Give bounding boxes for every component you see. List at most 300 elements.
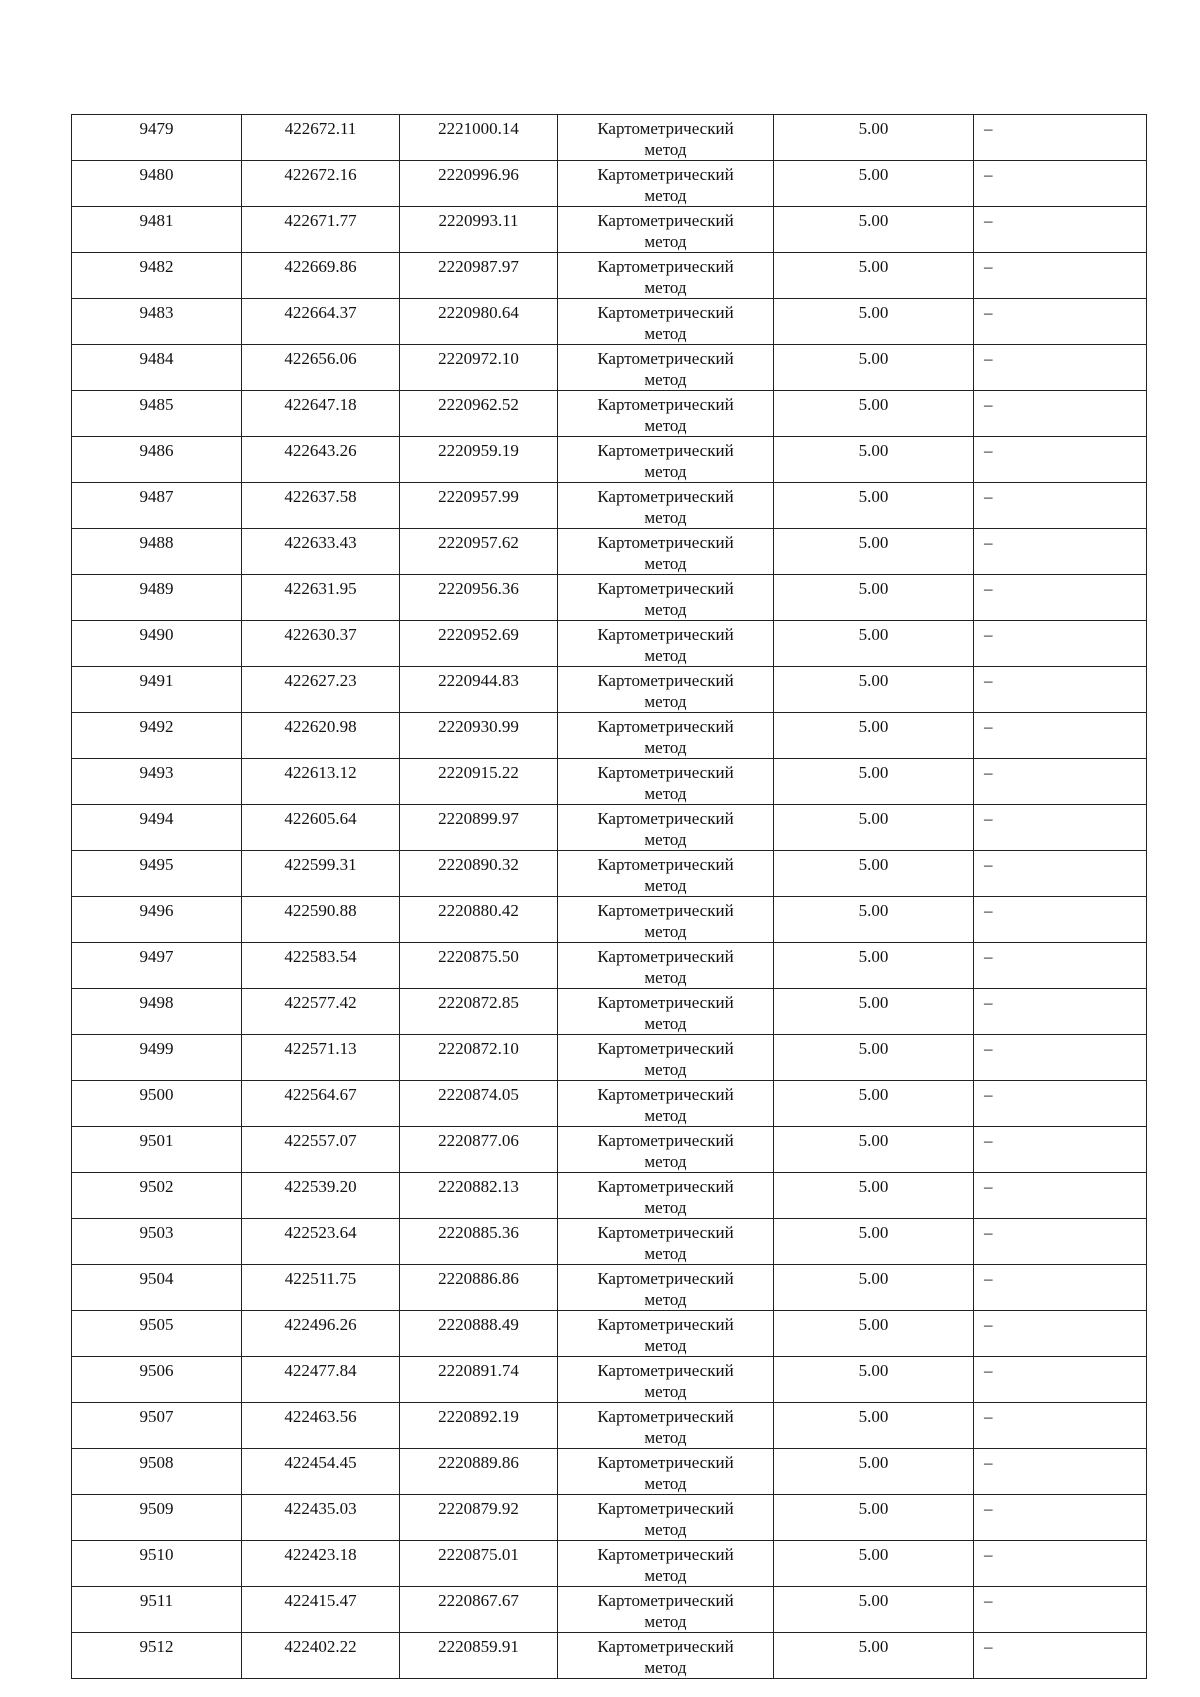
method-line-1: Картометрический [597,1407,734,1426]
point-number-cell: 9482 [72,253,242,299]
accuracy-cell: 5.00 [774,1081,974,1127]
note-cell: – [974,1403,1147,1449]
method-line-1: Картометрический [597,579,734,598]
method-line-1: Картометрический [597,1085,734,1104]
x-coordinate-cell: 422599.31 [242,851,400,897]
y-coordinate-cell: 2220888.49 [400,1311,558,1357]
table-row [72,1633,1147,1679]
accuracy-cell: 5.00 [774,1495,974,1541]
method-cell [558,299,774,345]
point-number-cell: 9496 [72,897,242,943]
x-coordinate-cell: 422523.64 [242,1219,400,1265]
point-number-cell: 9495 [72,851,242,897]
point-number-cell: 9505 [72,1311,242,1357]
note-cell: – [974,805,1147,851]
y-coordinate-cell: 2220859.91 [400,1633,558,1679]
method-cell [558,1449,774,1495]
method-line-2: метод [644,278,687,297]
table-row [72,1449,1147,1495]
point-number-cell: 9491 [72,667,242,713]
method-line-1: Картометрический [597,349,734,368]
accuracy-cell: 5.00 [774,989,974,1035]
accuracy-cell: 5.00 [774,161,974,207]
method-line-1: Картометрический [597,901,734,920]
x-coordinate-cell: 422496.26 [242,1311,400,1357]
method-line-1: Картометрический [597,717,734,736]
point-number-cell: 9484 [72,345,242,391]
y-coordinate-cell: 2220980.64 [400,299,558,345]
method-line-2: метод [644,1566,687,1585]
coordinates-table-body [72,115,1147,1679]
note-cell: – [974,1265,1147,1311]
point-number-cell: 9502 [72,1173,242,1219]
accuracy-cell: 5.00 [774,1357,974,1403]
y-coordinate-cell: 2220880.42 [400,897,558,943]
method-cell [558,161,774,207]
table-row [72,161,1147,207]
table-row [72,529,1147,575]
method-cell [558,1173,774,1219]
x-coordinate-cell: 422671.77 [242,207,400,253]
y-coordinate-cell: 2220959.19 [400,437,558,483]
point-number-cell: 9480 [72,161,242,207]
point-number-cell: 9501 [72,1127,242,1173]
y-coordinate-cell: 2220879.92 [400,1495,558,1541]
table-row [72,1311,1147,1357]
method-line-2: метод [644,1336,687,1355]
method-line-2: метод [644,370,687,389]
point-number-cell: 9492 [72,713,242,759]
note-cell: – [974,1173,1147,1219]
accuracy-cell: 5.00 [774,345,974,391]
table-row [72,713,1147,759]
method-cell [558,851,774,897]
method-cell [558,1587,774,1633]
table-row [72,1357,1147,1403]
x-coordinate-cell: 422423.18 [242,1541,400,1587]
note-cell: – [974,1449,1147,1495]
table-row [72,1219,1147,1265]
accuracy-cell: 5.00 [774,1173,974,1219]
method-cell [558,391,774,437]
method-line-2: метод [644,232,687,251]
method-cell [558,529,774,575]
method-line-1: Картометрический [597,1223,734,1242]
note-cell: – [974,1035,1147,1081]
method-line-1: Картометрический [597,395,734,414]
method-cell [558,621,774,667]
method-line-2: метод [644,324,687,343]
method-cell [558,1311,774,1357]
method-line-2: метод [644,1290,687,1309]
method-line-1: Картометрический [597,487,734,506]
accuracy-cell: 5.00 [774,575,974,621]
method-line-2: метод [644,646,687,665]
method-line-1: Картометрический [597,1361,734,1380]
x-coordinate-cell: 422620.98 [242,713,400,759]
x-coordinate-cell: 422590.88 [242,897,400,943]
accuracy-cell: 5.00 [774,1587,974,1633]
method-line-2: метод [644,1106,687,1125]
y-coordinate-cell: 2220875.50 [400,943,558,989]
method-line-1: Картометрический [597,1315,734,1334]
x-coordinate-cell: 422583.54 [242,943,400,989]
y-coordinate-cell: 2220892.19 [400,1403,558,1449]
method-line-1: Картометрический [597,1453,734,1472]
table-row [72,1127,1147,1173]
method-cell [558,207,774,253]
method-cell [558,575,774,621]
method-line-2: метод [644,1428,687,1447]
point-number-cell: 9498 [72,989,242,1035]
note-cell: – [974,483,1147,529]
y-coordinate-cell: 2220872.10 [400,1035,558,1081]
method-cell [558,1081,774,1127]
method-line-1: Картометрический [597,1039,734,1058]
method-line-1: Картометрический [597,441,734,460]
method-cell [558,805,774,851]
method-line-2: метод [644,830,687,849]
table-row [72,1081,1147,1127]
point-number-cell: 9493 [72,759,242,805]
method-line-2: метод [644,416,687,435]
note-cell: – [974,1633,1147,1679]
note-cell: – [974,575,1147,621]
point-number-cell: 9504 [72,1265,242,1311]
x-coordinate-cell: 422664.37 [242,299,400,345]
point-number-cell: 9511 [72,1587,242,1633]
x-coordinate-cell: 422577.42 [242,989,400,1035]
method-line-2: метод [644,1658,687,1677]
x-coordinate-cell: 422631.95 [242,575,400,621]
method-cell [558,1035,774,1081]
method-line-1: Картометрический [597,947,734,966]
y-coordinate-cell: 2220875.01 [400,1541,558,1587]
table-row [72,1265,1147,1311]
method-cell [558,1357,774,1403]
point-number-cell: 9506 [72,1357,242,1403]
y-coordinate-cell: 2220874.05 [400,1081,558,1127]
table-row [72,575,1147,621]
x-coordinate-cell: 422435.03 [242,1495,400,1541]
note-cell: – [974,989,1147,1035]
table-row [72,345,1147,391]
y-coordinate-cell: 2220867.67 [400,1587,558,1633]
method-line-2: метод [644,462,687,481]
method-cell [558,897,774,943]
y-coordinate-cell: 2220956.36 [400,575,558,621]
method-line-2: метод [644,554,687,573]
note-cell: – [974,897,1147,943]
y-coordinate-cell: 2220890.32 [400,851,558,897]
y-coordinate-cell: 2220962.52 [400,391,558,437]
accuracy-cell: 5.00 [774,1311,974,1357]
table-row [72,1403,1147,1449]
y-coordinate-cell: 2220915.22 [400,759,558,805]
note-cell: – [974,1081,1147,1127]
x-coordinate-cell: 422557.07 [242,1127,400,1173]
x-coordinate-cell: 422571.13 [242,1035,400,1081]
point-number-cell: 9507 [72,1403,242,1449]
method-line-2: метод [644,784,687,803]
method-line-2: метод [644,1060,687,1079]
method-line-2: метод [644,876,687,895]
accuracy-cell: 5.00 [774,621,974,667]
method-cell [558,759,774,805]
method-line-2: метод [644,1152,687,1171]
x-coordinate-cell: 422630.37 [242,621,400,667]
table-row [72,667,1147,713]
method-line-2: метод [644,692,687,711]
x-coordinate-cell: 422564.67 [242,1081,400,1127]
point-number-cell: 9481 [72,207,242,253]
x-coordinate-cell: 422402.22 [242,1633,400,1679]
table-row [72,1587,1147,1633]
note-cell: – [974,391,1147,437]
accuracy-cell: 5.00 [774,1265,974,1311]
note-cell: – [974,943,1147,989]
point-number-cell: 9500 [72,1081,242,1127]
table-row [72,759,1147,805]
method-line-1: Картометрический [597,303,734,322]
point-number-cell: 9486 [72,437,242,483]
method-line-1: Картометрический [597,763,734,782]
accuracy-cell: 5.00 [774,115,974,161]
method-cell [558,1219,774,1265]
y-coordinate-cell: 2220952.69 [400,621,558,667]
x-coordinate-cell: 422477.84 [242,1357,400,1403]
y-coordinate-cell: 2220944.83 [400,667,558,713]
table-row [72,437,1147,483]
method-cell [558,1403,774,1449]
accuracy-cell: 5.00 [774,1541,974,1587]
method-cell [558,943,774,989]
accuracy-cell: 5.00 [774,1449,974,1495]
method-cell [558,1541,774,1587]
y-coordinate-cell: 2220889.86 [400,1449,558,1495]
note-cell: – [974,1541,1147,1587]
x-coordinate-cell: 422672.16 [242,161,400,207]
method-line-1: Картометрический [597,1591,734,1610]
method-cell [558,713,774,759]
method-line-2: метод [644,1244,687,1263]
point-number-cell: 9497 [72,943,242,989]
accuracy-cell: 5.00 [774,943,974,989]
y-coordinate-cell: 2221000.14 [400,115,558,161]
method-line-2: метод [644,1474,687,1493]
accuracy-cell: 5.00 [774,897,974,943]
method-line-1: Картометрический [597,1545,734,1564]
note-cell: – [974,299,1147,345]
point-number-cell: 9512 [72,1633,242,1679]
point-number-cell: 9487 [72,483,242,529]
method-line-2: метод [644,600,687,619]
accuracy-cell: 5.00 [774,1127,974,1173]
x-coordinate-cell: 422454.45 [242,1449,400,1495]
table-row [72,989,1147,1035]
method-cell [558,345,774,391]
note-cell: – [974,345,1147,391]
note-cell: – [974,207,1147,253]
method-line-1: Картометрический [597,165,734,184]
x-coordinate-cell: 422643.26 [242,437,400,483]
method-cell [558,1265,774,1311]
y-coordinate-cell: 2220882.13 [400,1173,558,1219]
accuracy-cell: 5.00 [774,667,974,713]
y-coordinate-cell: 2220957.62 [400,529,558,575]
point-number-cell: 9494 [72,805,242,851]
y-coordinate-cell: 2220886.86 [400,1265,558,1311]
accuracy-cell: 5.00 [774,713,974,759]
point-number-cell: 9490 [72,621,242,667]
y-coordinate-cell: 2220885.36 [400,1219,558,1265]
method-line-1: Картометрический [597,625,734,644]
note-cell: – [974,437,1147,483]
accuracy-cell: 5.00 [774,1403,974,1449]
table-row [72,483,1147,529]
table-row [72,851,1147,897]
method-line-1: Картометрический [597,533,734,552]
method-line-1: Картометрический [597,993,734,1012]
method-line-1: Картометрический [597,1499,734,1518]
note-cell: – [974,1219,1147,1265]
method-line-1: Картометрический [597,1177,734,1196]
x-coordinate-cell: 422672.11 [242,115,400,161]
note-cell: – [974,621,1147,667]
note-cell: – [974,713,1147,759]
table-row [72,1173,1147,1219]
point-number-cell: 9485 [72,391,242,437]
method-cell [558,1127,774,1173]
point-number-cell: 9509 [72,1495,242,1541]
x-coordinate-cell: 422539.20 [242,1173,400,1219]
table-row [72,943,1147,989]
x-coordinate-cell: 422415.47 [242,1587,400,1633]
method-line-2: метод [644,922,687,941]
note-cell: – [974,759,1147,805]
x-coordinate-cell: 422613.12 [242,759,400,805]
point-number-cell: 9503 [72,1219,242,1265]
note-cell: – [974,1311,1147,1357]
accuracy-cell: 5.00 [774,299,974,345]
y-coordinate-cell: 2220987.97 [400,253,558,299]
y-coordinate-cell: 2220930.99 [400,713,558,759]
note-cell: – [974,253,1147,299]
y-coordinate-cell: 2220972.10 [400,345,558,391]
point-number-cell: 9499 [72,1035,242,1081]
table-row [72,1541,1147,1587]
note-cell: – [974,161,1147,207]
method-line-1: Картометрический [597,257,734,276]
x-coordinate-cell: 422627.23 [242,667,400,713]
x-coordinate-cell: 422463.56 [242,1403,400,1449]
table-row [72,115,1147,161]
accuracy-cell: 5.00 [774,437,974,483]
x-coordinate-cell: 422669.86 [242,253,400,299]
accuracy-cell: 5.00 [774,391,974,437]
y-coordinate-cell: 2220872.85 [400,989,558,1035]
method-line-2: метод [644,1612,687,1631]
point-number-cell: 9479 [72,115,242,161]
method-cell [558,989,774,1035]
method-cell [558,253,774,299]
x-coordinate-cell: 422637.58 [242,483,400,529]
method-cell [558,1633,774,1679]
point-number-cell: 9488 [72,529,242,575]
table-row [72,207,1147,253]
note-cell: – [974,1495,1147,1541]
method-line-1: Картометрический [597,809,734,828]
method-cell [558,483,774,529]
y-coordinate-cell: 2220957.99 [400,483,558,529]
x-coordinate-cell: 422511.75 [242,1265,400,1311]
method-cell [558,667,774,713]
point-number-cell: 9489 [72,575,242,621]
accuracy-cell: 5.00 [774,483,974,529]
accuracy-cell: 5.00 [774,253,974,299]
method-cell [558,437,774,483]
y-coordinate-cell: 2220891.74 [400,1357,558,1403]
x-coordinate-cell: 422633.43 [242,529,400,575]
y-coordinate-cell: 2220996.96 [400,161,558,207]
note-cell: – [974,529,1147,575]
table-row [72,391,1147,437]
y-coordinate-cell: 2220993.11 [400,207,558,253]
method-line-2: метод [644,186,687,205]
point-number-cell: 9510 [72,1541,242,1587]
table-row [72,299,1147,345]
y-coordinate-cell: 2220877.06 [400,1127,558,1173]
point-number-cell: 9508 [72,1449,242,1495]
accuracy-cell: 5.00 [774,851,974,897]
note-cell: – [974,1127,1147,1173]
point-number-cell: 9483 [72,299,242,345]
method-line-1: Картометрический [597,119,734,138]
table-row [72,897,1147,943]
coordinates-table [71,114,1147,1679]
method-cell [558,1495,774,1541]
accuracy-cell: 5.00 [774,759,974,805]
method-line-2: метод [644,140,687,159]
accuracy-cell: 5.00 [774,207,974,253]
method-cell [558,115,774,161]
accuracy-cell: 5.00 [774,1219,974,1265]
note-cell: – [974,851,1147,897]
accuracy-cell: 5.00 [774,1035,974,1081]
table-row [72,1495,1147,1541]
table-row [72,1035,1147,1081]
method-line-1: Картометрический [597,855,734,874]
y-coordinate-cell: 2220899.97 [400,805,558,851]
accuracy-cell: 5.00 [774,805,974,851]
note-cell: – [974,1587,1147,1633]
accuracy-cell: 5.00 [774,1633,974,1679]
table-row [72,621,1147,667]
method-line-2: метод [644,738,687,757]
method-line-2: метод [644,508,687,527]
method-line-1: Картометрический [597,1269,734,1288]
table-row [72,253,1147,299]
method-line-1: Картометрический [597,1131,734,1150]
x-coordinate-cell: 422605.64 [242,805,400,851]
x-coordinate-cell: 422647.18 [242,391,400,437]
accuracy-cell: 5.00 [774,529,974,575]
note-cell: – [974,667,1147,713]
method-line-1: Картометрический [597,671,734,690]
method-line-2: метод [644,968,687,987]
method-line-2: метод [644,1198,687,1217]
method-line-2: метод [644,1520,687,1539]
